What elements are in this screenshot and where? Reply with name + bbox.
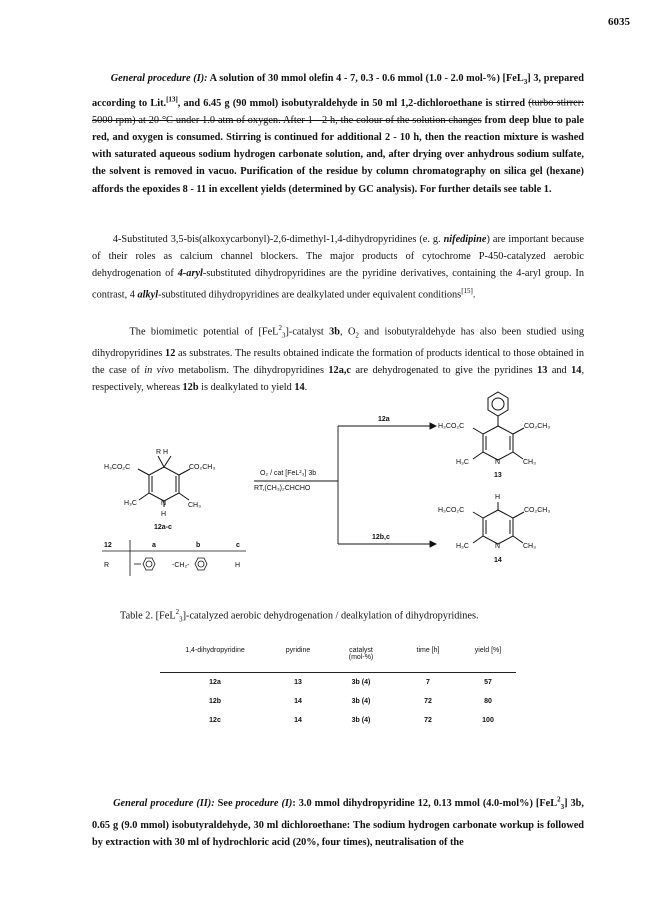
reactant-nh: H <box>161 511 167 518</box>
svg-text:-CH₂-: -CH₂- <box>172 562 190 569</box>
phenyl-icon <box>134 558 155 570</box>
table-caption: Table 2. [FeL$^2_3$]-catalyzed aerobic dehydrogenation / dealkylation of dihydropyridines. <box>120 608 479 624</box>
p14-h: H <box>495 494 501 501</box>
p14-methyl-left: H₃C <box>456 543 469 550</box>
paragraph-biomimetic: The biomimetic potential of [FeL$^2_3$]-catalyst 3b, $O_2$ and isobutyraldehyde has also been studied using dihydropyridines 12 as substrates. The results obtained indicate the formation of products identical to those obtained in the case of in vivo metabolism. The dihydropyridines 12a,c are dehydrogenated to give the pyridines 13 and 14, respectively, whereas 12b is dealkylated to yield 14. <box>92 324 585 394</box>
svg-text:H: H <box>235 562 241 569</box>
reactant-methyl-left: H₃C <box>124 500 137 507</box>
svg-text:R: R <box>104 562 110 569</box>
conditions-line-1: O₂ / cat [FeL²₃] 3b <box>260 470 317 477</box>
benzyl-phenyl-icon <box>195 558 207 570</box>
header-yield: yield [%] <box>474 647 502 654</box>
conditions-line-2: RT,(CH₃)₂CHCHO <box>254 485 311 492</box>
p14-label: 14 <box>494 557 502 564</box>
reactant-right-ester: CO₂CH₃ <box>189 464 216 471</box>
header-time: time [h] <box>416 647 440 654</box>
table-header-row <box>160 644 516 673</box>
p14-nitrogen: N <box>495 543 501 550</box>
p13-label: 13 <box>494 472 502 479</box>
p13-left-ester: H₃CO₂C <box>438 423 465 430</box>
page-number: 6035 <box>608 16 630 28</box>
table-row: 12c 14 3b (4) 72 100 <box>209 717 494 724</box>
table-row: 12b 14 3b (4) 72 80 <box>208 698 492 705</box>
arrow-label-top: 12a <box>378 416 390 423</box>
struck-text: (turbo stirrer: 5000 rpm) at 20 °C under 1.0 atm of oxygen. After 1 - 2 h, the colour of the solution changes <box>92 97 585 126</box>
svg-text:c: c <box>236 542 240 549</box>
arrow-label-bottom: 12b,c <box>372 534 390 541</box>
p13-nitrogen: N <box>495 459 501 466</box>
table-row: 12a 13 3b (4) 7 57 <box>209 679 492 686</box>
svg-text:b: b <box>196 542 201 549</box>
header-catalyst: catalyst (mol-%) <box>348 647 374 661</box>
reactant-r-h: R H <box>156 449 169 456</box>
reactant-nitrogen: N <box>161 500 167 507</box>
p13-methyl-left: H₃C <box>456 459 469 466</box>
paragraph-dihydropyridines-intro: 4-Substituted 3,5-bis(alkoxycarbonyl)-2,6-dimethyl-1,4-dihydropyridines (e. g. nifedipine) are important because of their roles as calcium channel blockers. The major products of cytochrome P-450-catalyzed aerobic dehydrogenation of 4-aryl-substituted dihydropyridines are the pyridine derivatives, containing the 4-aryl group. In contrast, 4 alkyl-substituted dihydropyridines are dealkylated under equivalent conditions[15]. <box>92 234 585 301</box>
product-13-structure <box>473 392 524 460</box>
p13-right-ester: CO₂CH₃ <box>524 423 551 430</box>
reaction-scheme <box>94 384 574 594</box>
reactant-methyl-right: CH₃ <box>188 502 201 509</box>
header-dihydropyridine: 1,4-dihydropyridine <box>185 647 245 654</box>
p14-left-ester: H₃CO₂C <box>438 507 465 514</box>
product-14-structure <box>473 502 524 544</box>
substituent-table <box>102 540 246 576</box>
header-pyridine: pyridine <box>285 647 311 654</box>
paragraph-general-procedure-1: General procedure (I): A solution of 30 mmol olefin 4 - 7, 0.3 - 0.6 mmol (1.0 - 2.0 mol-%) [FeL$_3$] 3, prepared according to Lit.[13], and 6.45 g (90 mmol) isobutyraldehyde in 50 ml 1,2-dichloroethane is stirred (turbo stirrer: 5000 rpm) at 20 °C under 1.0 atm of oxygen. After 1 - 2 h, the colour of the solution changes from deep blue to pale red, and oxygen is consumed. Stirring is continued for additional 2 - 10 h, then the reaction mixture is washed with saturated aqueous sodium hydrogen carbonate solution, and, after drying over anhydrous sodium sulfate, the solvent is removed in vacuo. Purification of the residue by column chromatography on silica gel (hexane) affords the epoxides 8 - 11 in excellent yields (determined by GC analysis). For further details see table 1. <box>92 73 585 195</box>
results-table <box>160 644 516 730</box>
svg-text:12: 12 <box>104 542 112 549</box>
p13-methyl-right: CH₃ <box>523 459 536 466</box>
reactant-label: 12a-c <box>154 524 172 531</box>
procedure-label: General procedure (I): <box>110 73 208 84</box>
reactant-left-ester: H₃CO₂C <box>104 464 131 471</box>
p14-methyl-right: CH₃ <box>523 543 536 550</box>
svg-text:a: a <box>152 542 156 549</box>
paragraph-general-procedure-2: General procedure (II): See procedure (I): 3.0 mmol dihydropyridine 12, 0.13 mmol (4.0-mol%) [FeL$^2_3$] 3b, 0.65 g (9.0 mmol) isobutyraldehyde, 30 ml dichloroethane: The sodium hydrogen carbonate workup is followed by extraction with 30 ml of hydrochloric acid (20%, four times), neutralisation of the <box>92 796 584 848</box>
p14-right-ester: CO₂CH₃ <box>524 507 551 514</box>
